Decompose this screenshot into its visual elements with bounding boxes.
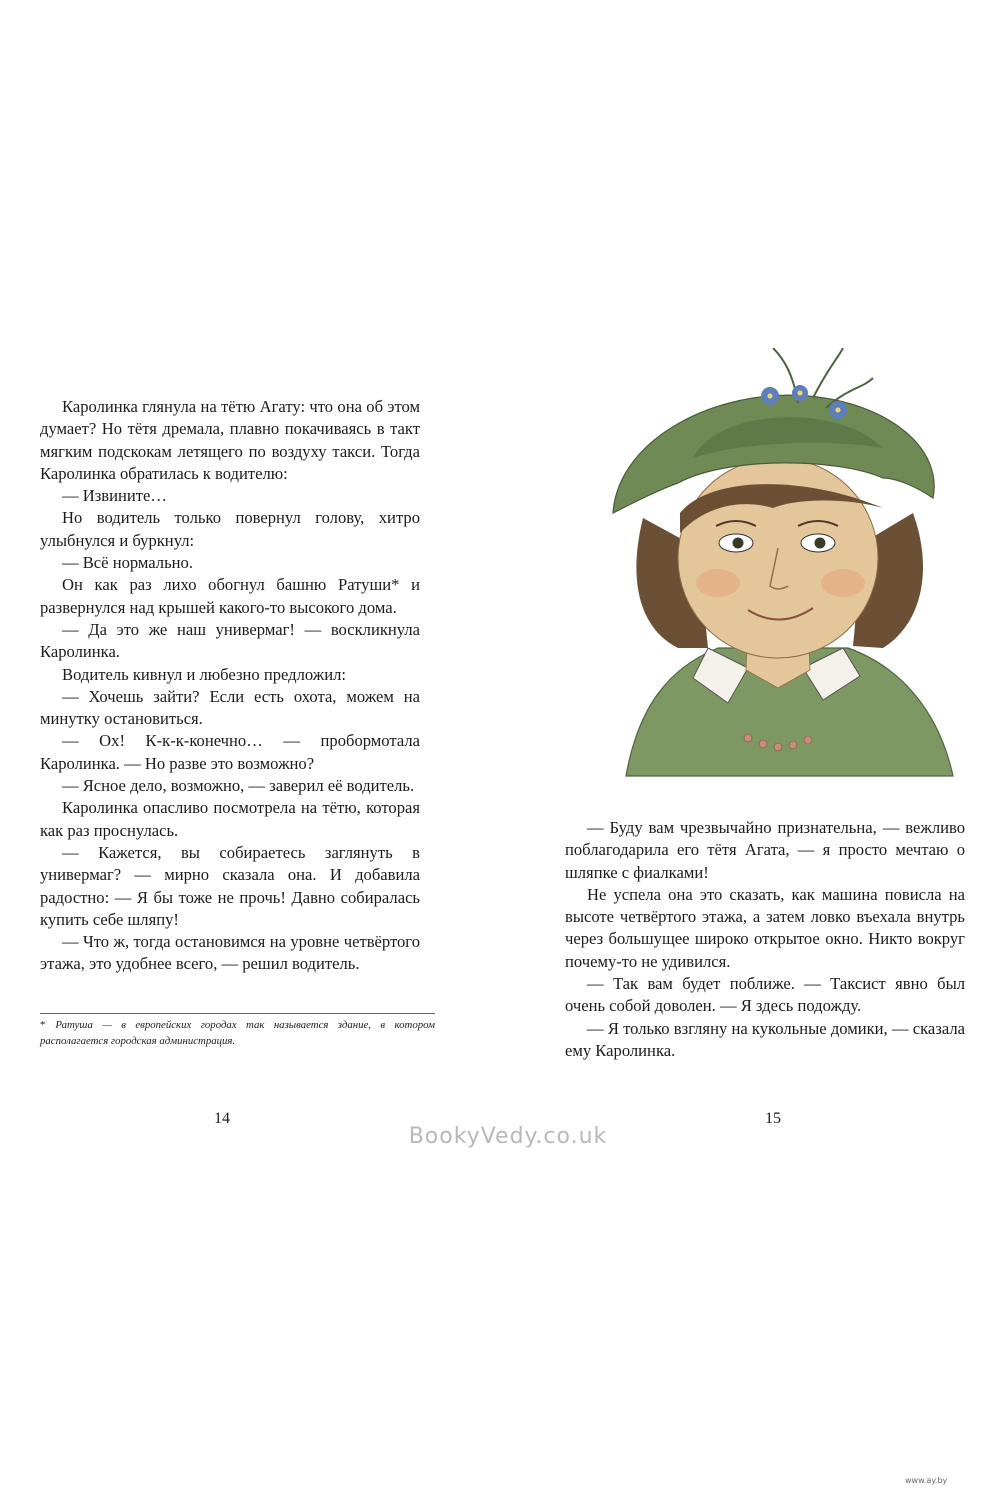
paragraph: — Да это же наш универмаг! — воскликнула Каролинка. bbox=[40, 619, 420, 662]
portrait-illustration bbox=[598, 348, 960, 778]
watermark: BookyVedy.co.uk bbox=[408, 1124, 608, 1149]
paragraph: Но водитель только повернул голову, хитро улыбнулся и буркнул: bbox=[40, 508, 420, 550]
paragraph: — Так вам будет поближе. — Таксист явно был очень собой доволен. — Я здесь подожду. bbox=[565, 974, 965, 1016]
page-number-left: 14 bbox=[214, 1110, 230, 1127]
footnote bbox=[40, 1018, 435, 1049]
footnote-mark: * bbox=[40, 1019, 46, 1031]
page-number-right: 15 bbox=[765, 1110, 781, 1127]
corner-watermark: www.ay.by bbox=[905, 1476, 948, 1485]
paragraph: — Всё нормально. bbox=[62, 553, 193, 573]
paragraph: Не успела она это сказать, как машина повисла на высоте четвёртого этажа, а затем ловко въехала внутрь через большущее широко открытое окно. Никто вокруг почему-то не удивился. bbox=[565, 884, 965, 971]
paragraph: — Я только взгляну на кукольные домики, — сказала ему Каролинка. bbox=[565, 1018, 965, 1060]
paragraph: Каролинка глянула на тётю Агату: что она об этом думает? Но тётя дремала, плавно покачиваясь в такт мягким подскокам летящего по воздуху такси. Тогда Каролинка обратилась к водителю: bbox=[40, 397, 420, 483]
paragraph: — Хочешь зайти? Если есть охота, можем на минутку остановиться. bbox=[40, 686, 420, 729]
paragraph: — Извините… bbox=[62, 486, 167, 506]
paragraph: Водитель кивнул и любезно предложил: bbox=[62, 664, 347, 684]
paragraph: Он как раз лихо обогнул башню Ратуши* и развернулся над крышей какого-то высокого дома. bbox=[40, 575, 420, 617]
paragraph: Каролинка опасливо посмотрела на тётю, которая как раз проснулась. bbox=[40, 798, 420, 840]
left-page-text bbox=[40, 396, 420, 976]
footnote-divider bbox=[40, 1013, 435, 1014]
right-page-text bbox=[565, 817, 965, 1062]
footnote-text: Ратуша — в европейских городах так называется здание, в котором располагается городская администрация. bbox=[40, 1019, 435, 1047]
paragraph: — Ох! К-к-к-конечно… — пробормотала Каролинка. — Но разве это возможно? bbox=[40, 731, 420, 773]
paragraph: — Буду вам чрезвычайно признательна, — вежливо поблагодарила его тётя Агата, — я просто мечтаю о шляпке с фиалками! bbox=[565, 818, 965, 882]
paragraph: — Что ж, тогда остановимся на уровне четвёртого этажа, это удобнее всего, — решил водитель. bbox=[40, 932, 420, 974]
paragraph: — Кажется, вы собираетесь заглянуть в универмаг? — мирно сказала она. И добавила радостно: — Я бы тоже не прочь! Давно собиралась купить себе шляпу! bbox=[40, 842, 420, 929]
paragraph: — Ясное дело, возможно, — заверил её водитель. bbox=[62, 776, 415, 796]
